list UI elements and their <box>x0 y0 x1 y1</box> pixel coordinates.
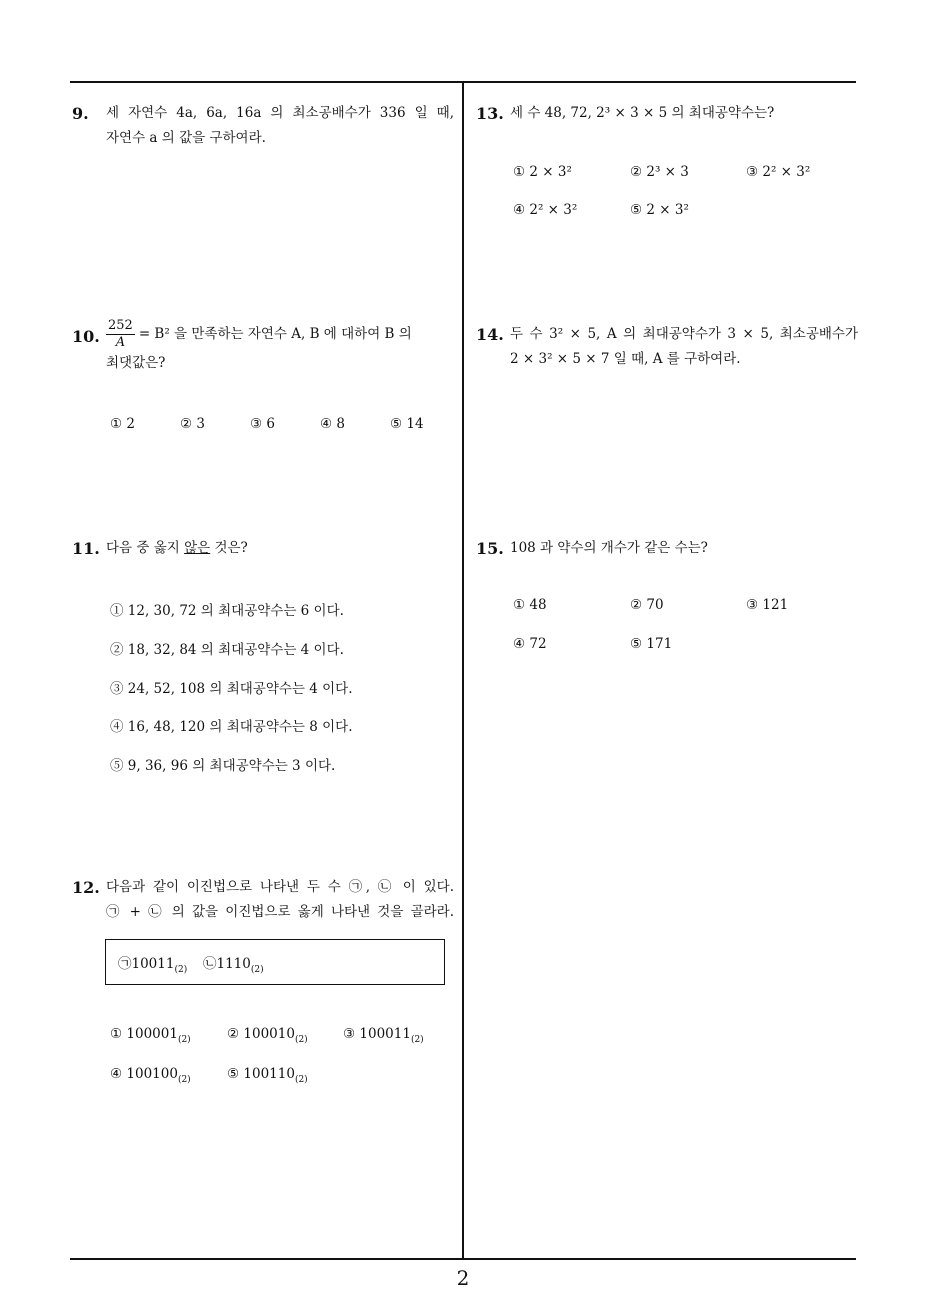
given-values-box <box>105 939 445 985</box>
choice-5[interactable] <box>227 1066 308 1085</box>
question-9 <box>72 101 454 151</box>
choice-1[interactable]: ① 2 × 3² <box>513 164 572 180</box>
question-number: 9. <box>72 104 89 123</box>
given-b-value: ㉡1110 <box>203 956 251 972</box>
question-text-line-2: 최댓값은? <box>106 355 166 371</box>
question-text-end: 것은? <box>210 540 248 556</box>
given-a-value: ㉠10011 <box>118 956 175 972</box>
question-number: 11. <box>72 539 100 558</box>
question-14 <box>476 322 858 372</box>
choice-2[interactable] <box>227 1026 308 1045</box>
question-11 <box>72 536 454 561</box>
base-subscript: (2) <box>250 965 264 975</box>
question-number: 12. <box>72 878 100 897</box>
column-divider <box>462 81 464 1259</box>
choice-3[interactable]: ③ 24, 52, 108 의 최대공약수는 4 이다. <box>110 681 353 697</box>
choice-2[interactable]: ② 2³ × 3 <box>630 164 689 180</box>
question-text-line-2: 자연수 a 의 값을 구하여라. <box>106 130 266 146</box>
choice-3[interactable] <box>343 1026 424 1045</box>
choice-2[interactable]: ② 70 <box>630 597 664 613</box>
choice-5[interactable]: ⑤ 9, 36, 96 의 최대공약수는 3 이다. <box>110 758 336 774</box>
choice-2[interactable]: ② 18, 32, 84 의 최대공약수는 4 이다. <box>110 642 344 658</box>
choice-4[interactable]: ④ 72 <box>513 636 547 652</box>
page-number: 2 <box>456 1266 470 1290</box>
underlined-keyword: 않은 <box>184 540 211 556</box>
question-15 <box>476 536 856 561</box>
choice-1[interactable]: ① 48 <box>513 597 547 613</box>
question-13 <box>476 101 856 126</box>
choice-1[interactable]: ① 12, 30, 72 의 최대공약수는 6 이다. <box>110 603 344 619</box>
fraction-denominator: A <box>115 335 126 350</box>
given-a <box>118 952 188 975</box>
choice-5-text: ⑤ 100110 <box>227 1066 295 1082</box>
question-number: 13. <box>476 104 504 123</box>
choice-2-text: ② 100010 <box>227 1026 295 1042</box>
choice-5[interactable]: ⑤ 2 × 3² <box>630 202 689 218</box>
question-text-line-1: 세 자연수 4a, 6a, 16a 의 최소공배수가 336 일 때, <box>106 105 454 121</box>
base-subscript: (2) <box>174 965 188 975</box>
question-text-line-1: 두 수 3² × 5, A 의 최대공약수가 3 × 5, 최소공배수가 <box>510 326 858 342</box>
question-text-line-2: ㉠ + ㉡ 의 값을 이진법으로 옳게 나타낸 것을 골라라. <box>106 904 454 920</box>
choice-3[interactable]: ③ 121 <box>746 597 789 613</box>
base-subscript: (2) <box>294 1075 308 1085</box>
choice-5[interactable]: ⑤ 171 <box>630 636 673 652</box>
choice-1[interactable]: ① 2 <box>110 416 135 432</box>
base-subscript: (2) <box>177 1035 191 1045</box>
choice-4[interactable] <box>110 1066 191 1085</box>
given-b <box>203 952 264 975</box>
base-subscript: (2) <box>177 1075 191 1085</box>
choice-1-text: ① 100001 <box>110 1026 178 1042</box>
choice-3-text: ③ 100011 <box>343 1026 411 1042</box>
question-12 <box>72 875 454 925</box>
question-number: 10. <box>72 327 100 346</box>
footer-rule <box>70 1258 856 1260</box>
question-text: 다음 중 옳지 <box>106 540 185 556</box>
choice-4[interactable]: ④ 8 <box>320 416 345 432</box>
base-subscript: (2) <box>410 1035 424 1045</box>
choice-5[interactable]: ⑤ 14 <box>390 416 424 432</box>
question-10 <box>72 318 454 376</box>
choice-1[interactable] <box>110 1026 191 1045</box>
choice-4[interactable]: ④ 16, 48, 120 의 최대공약수는 8 이다. <box>110 719 353 735</box>
choice-4[interactable]: ④ 2² × 3² <box>513 202 578 218</box>
question-number: 14. <box>476 325 504 344</box>
base-subscript: (2) <box>294 1035 308 1045</box>
question-number: 15. <box>476 539 504 558</box>
fraction-numerator: 252 <box>108 318 133 333</box>
question-text: 108 과 약수의 개수가 같은 수는? <box>510 540 708 556</box>
choice-2[interactable]: ② 3 <box>180 416 205 432</box>
question-text: 세 수 48, 72, 2³ × 3 × 5 의 최대공약수는? <box>510 105 775 121</box>
choice-3[interactable]: ③ 2² × 3² <box>746 164 811 180</box>
fraction <box>106 318 135 351</box>
choice-3[interactable]: ③ 6 <box>250 416 275 432</box>
question-text-line-1: 다음과 같이 이진법으로 나타낸 두 수 ㉠, ㉡ 이 있다. <box>106 879 454 895</box>
question-text-line-1: = B² 을 만족하는 자연수 A, B 에 대하여 B 의 <box>138 326 412 342</box>
choice-4-text: ④ 100100 <box>110 1066 178 1082</box>
question-text-line-2: 2 × 3² × 5 × 7 일 때, A 를 구하여라. <box>510 351 741 367</box>
